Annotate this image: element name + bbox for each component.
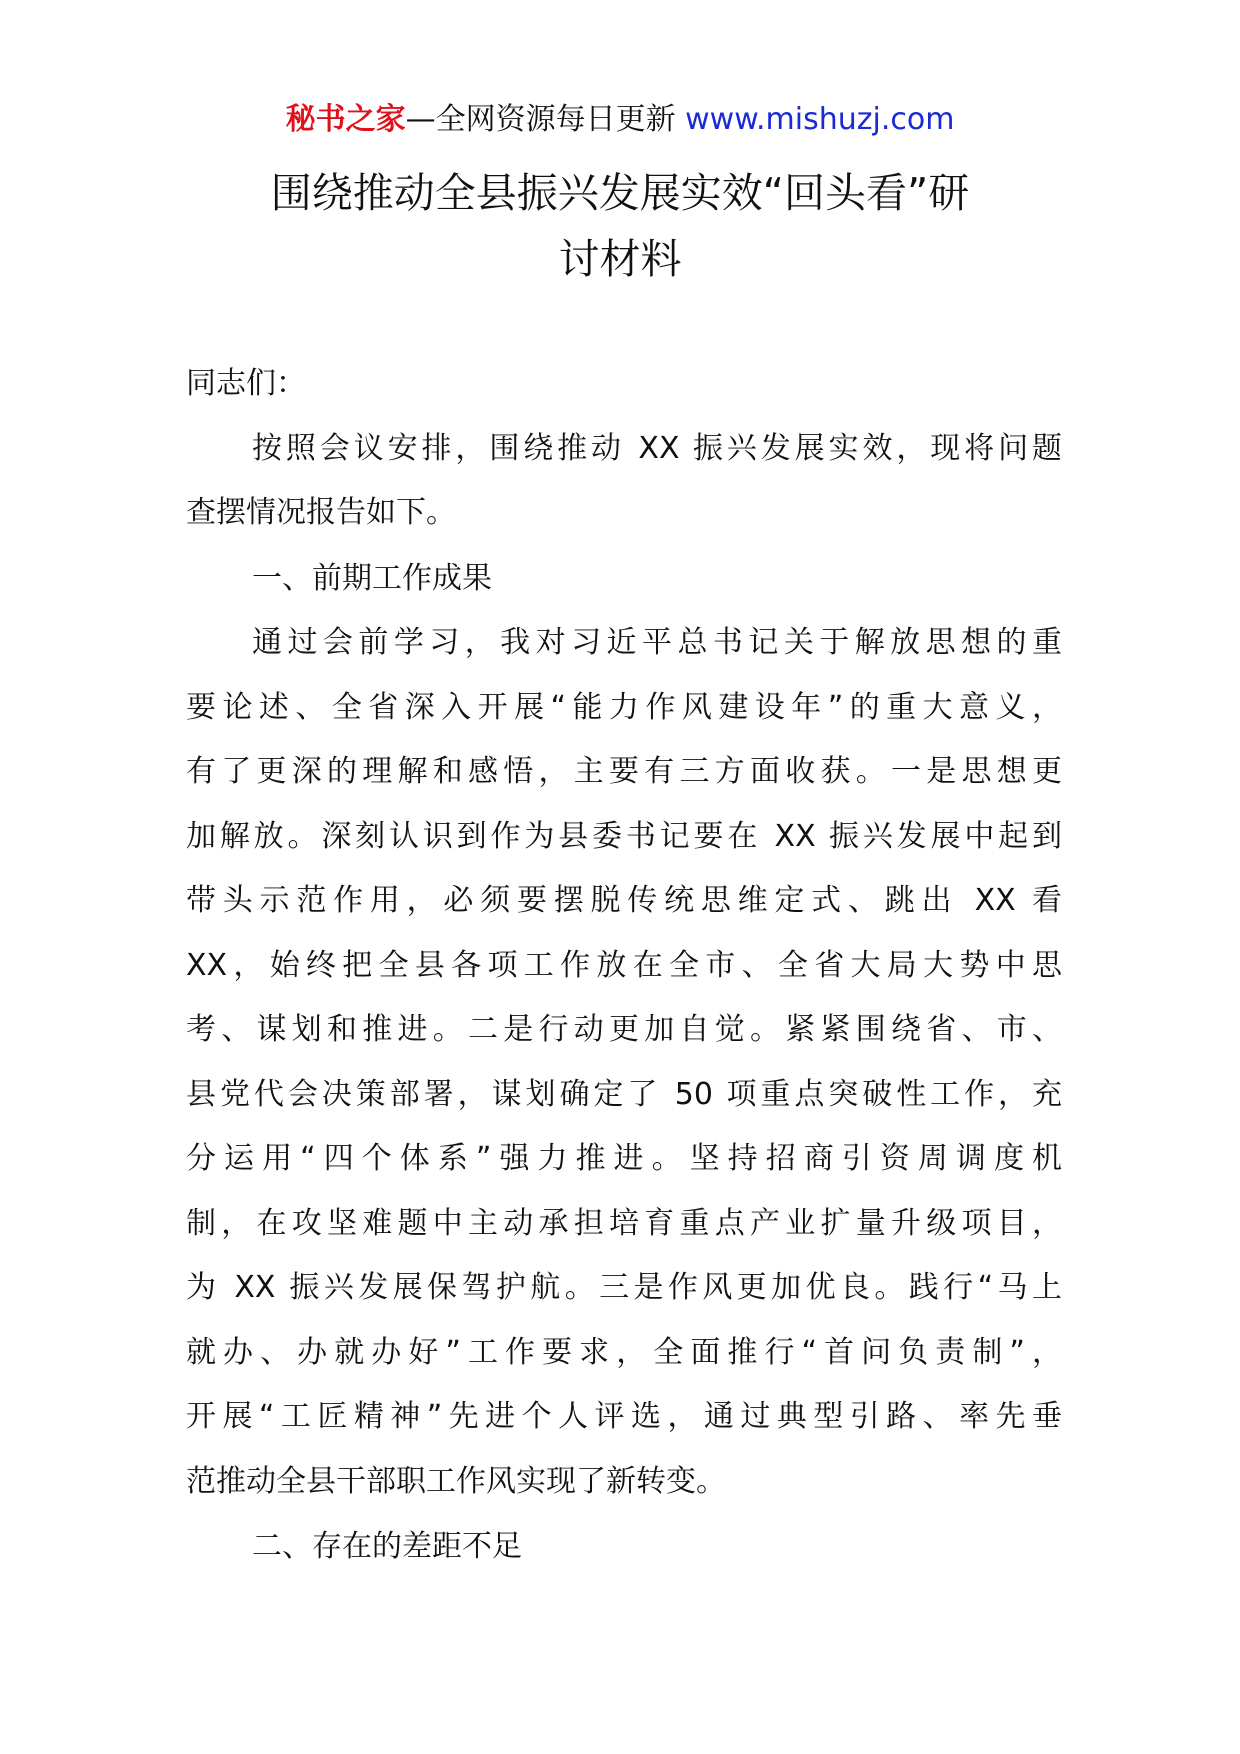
section-1-line: 考、谋划和推进。二是行动更加自觉。紧紧围绕省、市、	[186, 1012, 1062, 1047]
section-1-line: 有了更深的理解和感悟，主要有三方面收获。一是思想更	[186, 754, 1062, 789]
section-1-line: 加解放。深刻认识到作为县委书记要在 XX 振兴发展中起到	[186, 818, 1062, 854]
section-2-heading: 二、存在的差距不足	[252, 1529, 522, 1564]
section-1-line: 范推动全县干部职工作风实现了新转变。	[186, 1463, 726, 1499]
salutation: 同志们：	[186, 366, 306, 401]
intro-line-2: 查摆情况报告如下。	[186, 495, 456, 530]
brand-name: 秘书之家	[285, 102, 406, 137]
intro-line-1: 按照会议安排，围绕推动 XX 振兴发展实效，现将问题	[252, 430, 1062, 466]
section-1-line: 分运用“四个体系”强力推进。坚持招商引资周调度机	[186, 1141, 1062, 1176]
section-1-line: 县党代会决策部署，谋划确定了 50 项重点突破性工作，充	[186, 1076, 1062, 1112]
section-1-line: 制，在攻坚难题中主动承担培育重点产业扩量升级项目，	[186, 1205, 1062, 1241]
title-line-1: 围绕推动全县振兴发展实效“回头看”研	[270, 169, 970, 217]
section-1-line: 为 XX 振兴发展保驾护航。三是作风更加优良。践行“马上	[186, 1270, 1062, 1305]
section-1-line: 就办、办就办好”工作要求，全面推行“首问负责制”，	[186, 1334, 1062, 1370]
document-title	[180, 160, 1060, 292]
section-1-line: 要论述、全省深入开展“能力作风建设年”的重大意义，	[186, 689, 1062, 725]
document-body	[186, 352, 1062, 1580]
site-url-link[interactable]: www.mishuzj.com	[685, 102, 955, 137]
section-1-line: 开展“工匠精神”先进个人评选，通过典型引路、率先垂	[186, 1399, 1062, 1434]
section-1-line: 通过会前学习，我对习近平总书记关于解放思想的重	[252, 625, 1062, 660]
header-tagline: —全网资源每日更新	[405, 102, 686, 137]
title-line-2: 讨材料	[558, 235, 682, 283]
section-1-line: XX，始终把全县各项工作放在全市、全省大局大势中思	[186, 947, 1062, 983]
section-1-heading: 一、前期工作成果	[252, 560, 492, 596]
section-1-line: 带头示范作用，必须要摆脱传统思维定式、跳出 XX 看	[186, 883, 1062, 918]
site-header	[0, 100, 1240, 140]
